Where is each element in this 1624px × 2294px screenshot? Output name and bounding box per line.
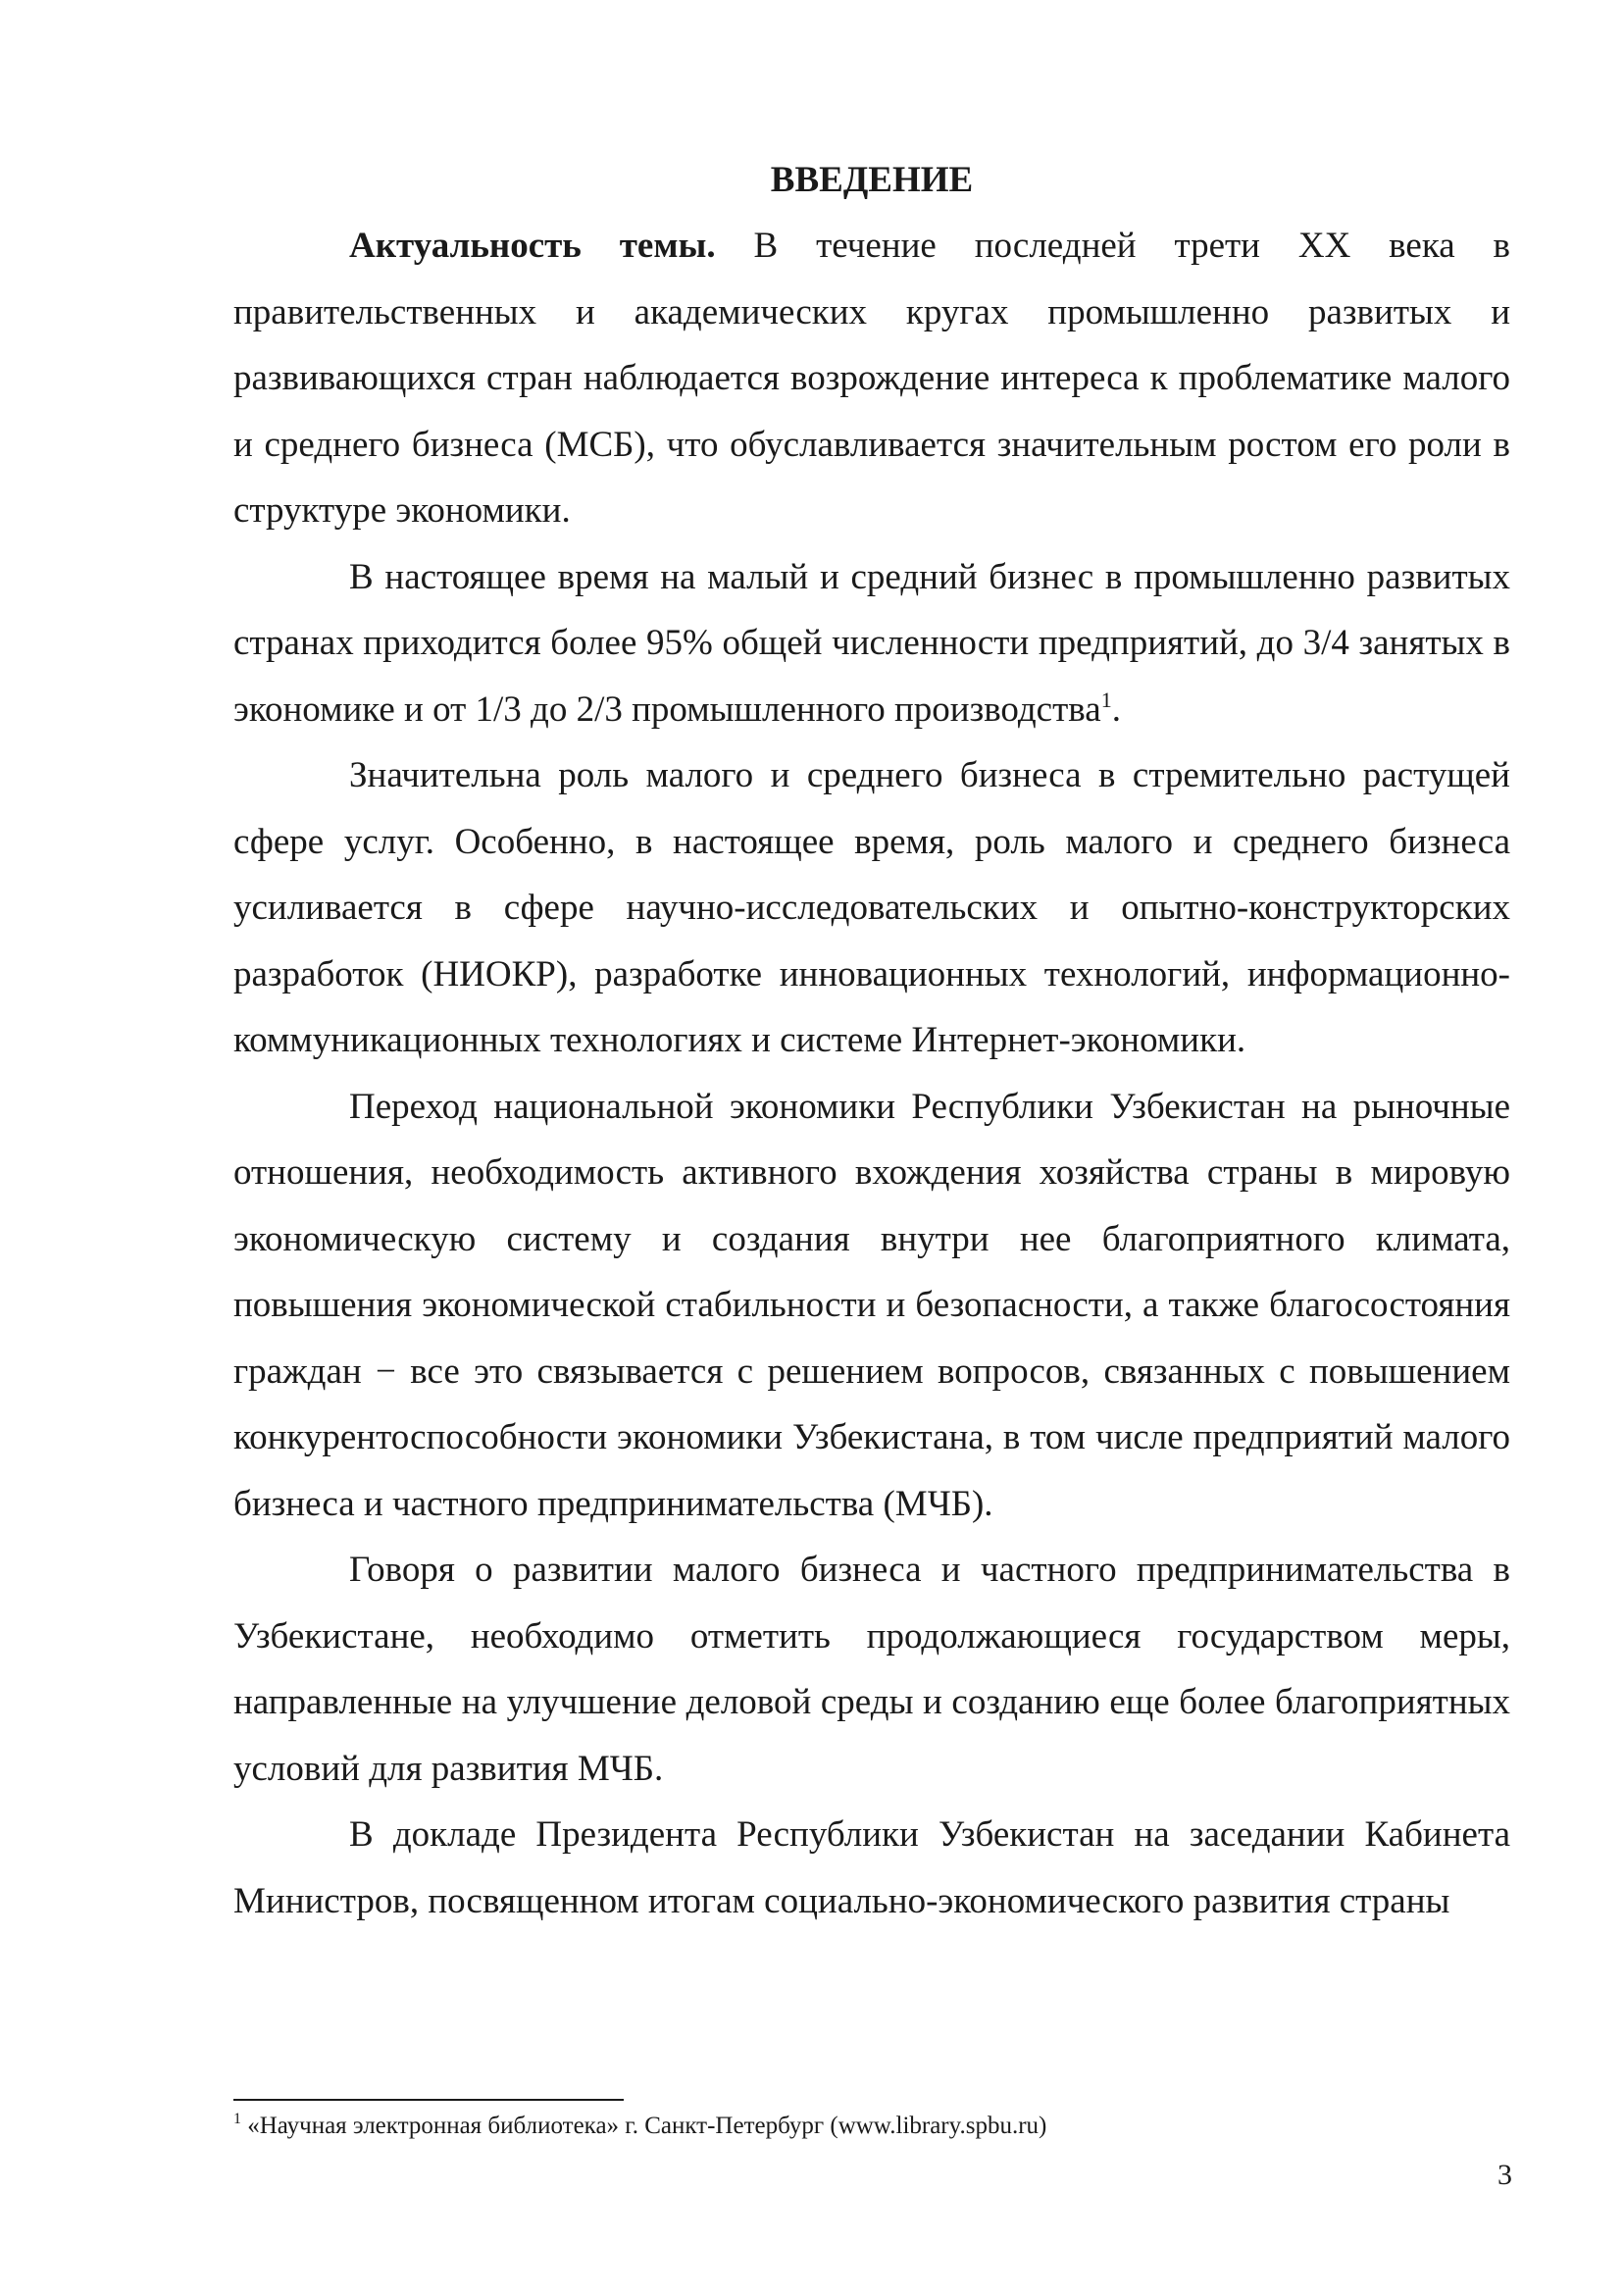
paragraph-development [233,1537,1510,1802]
document-body [233,147,1510,1934]
footnote-reference[interactable]: 1 [1100,687,1112,712]
relevance-lead: Актуальность темы. [349,226,716,266]
paragraph-text: Переход национальной экономики Республики Узбекистан на рыночные отношения, необходимость активного вхождения хозяйства страны в мировую экономическую систему и создания внутри нее благоприятного климата, повышения экономической стабильности и безопасности, а также благосостояния граждан − все это связывается с решением вопросов, связанных с повышением конкурентоспособности экономики Узбекистана, в том числе предприятий малого бизнеса и частного предпринимательства (МЧБ). [233,1086,1510,1524]
paragraph-text: Значительна роль малого и среднего бизнеса в стремительно растущей сфере услуг. Особенно, в настоящее время, роль малого и среднего бизнеса усиливается в сфере научно-исследовательских и опытно-конструкторских разработок (НИОКР), разработке инновационных технологий, информационно-коммуникационных технологиях и системе Интернет-экономики. [233,755,1510,1060]
paragraph-tail: . [1111,688,1121,730]
paragraph-text: В докладе Президента Республики Узбекистан на заседании Кабинета Министров, посвященном итогам социально-экономического развития страны [233,1814,1510,1921]
paragraph-text: В настоящее время на малый и средний бизнес в промышленно развитых странах приходится более 95% общей численности предприятий, до 3/4 занятых в экономике и от 1/3 до 2/3 промышленного производства [233,556,1510,730]
footnote-divider [233,2099,624,2101]
paragraph-services [233,742,1510,1074]
footnote [233,2109,1510,2144]
paragraph-text: В течение последней трети XX века в правительственных и академических кругах промышленно развитых и развивающихся стран наблюдается возрождение интереса к проблематике малого и среднего бизнеса (МСБ), что обуславливается значительным ростом его роли в структуре экономики. [233,226,1511,531]
page-number: 3 [1497,2159,1512,2191]
footnote-text: «Научная электронная библиотека» г. Санкт-Петербург (www.library.spbu.ru) [241,2113,1047,2139]
paragraph-relevance [233,213,1510,544]
paragraph-report [233,1802,1510,1934]
paragraph-transition [233,1074,1510,1538]
paragraph-text: Говоря о развитии малого бизнеса и частного предпринимательства в Узбекистане, необходимо отметить продолжающиеся государством меры, направленные на улучшение деловой среды и созданию еще более благоприятных условий для развития МЧБ. [233,1550,1510,1789]
paragraph-statistics [233,544,1510,743]
footnote-marker: 1 [233,2111,241,2127]
section-heading: ВВЕДЕНИЕ [770,160,974,200]
